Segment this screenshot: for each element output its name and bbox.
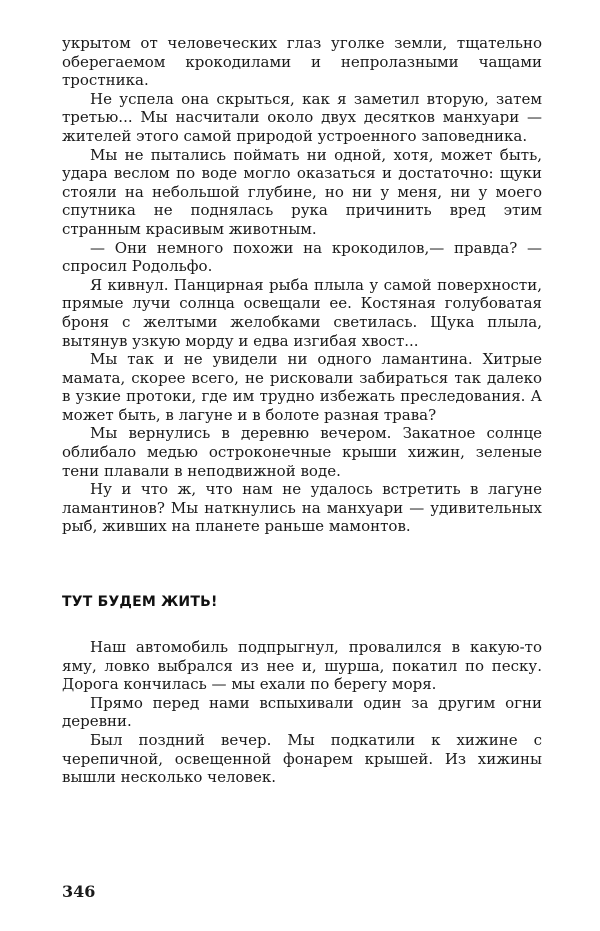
heading-spacer	[62, 612, 542, 638]
paragraph: Мы вернулись в деревню вечером. Закатное солнце облибало медью остроконечные крыши хижин, зеленые тени плавали в неподвижной воде.	[62, 424, 542, 480]
paragraph: Прямо перед нами вспыхивали один за другим огни деревни.	[62, 693, 542, 731]
paragraph: Я кивнул. Панцирная рыба плыла у самой поверхности, прямые лучи солнца освещали ее. Костяная голубоватая броня с желтыми желобками светилась. Щука плыла, вытянув узкую морду и едва изгибая хвост...	[62, 275, 542, 350]
paragraph: Наш автомобиль подпрыгнул, провалился в какую-то яму, ловко выбрался из нее и, шурша, покатил по песку. Дорога кончилась — мы ехали по берегу моря.	[62, 638, 542, 694]
paragraph: — Они немного похожи на крокодилов,— правда? — спросил Родольфо.	[62, 238, 542, 276]
paragraph: Был поздний вечер. Мы подкатили к хижине с черепичной, освещенной фонарем крышей. Из хижины вышли несколько человек.	[62, 731, 542, 787]
section-spacer	[62, 536, 542, 592]
paragraph: Мы так и не увидели ни одного ламантина. Хитрые мамата, скорее всего, не рисковали забираться так далеко в узкие протоки, где им трудно избежать преследования. А может быть, в лагуне и в болоте разная трава?	[62, 350, 542, 424]
paragraph: Ну и что ж, что нам не удалось встретить в лагуне ламантинов? Мы наткнулись на манхуари — удивительных рыб, живших на планете раньше мамонтов.	[62, 480, 542, 536]
paragraph: укрытом от человеческих глаз уголке земли, тщательно оберегаемом крокодилами и непролазными чащами тростника.	[62, 34, 542, 90]
page-text-column	[62, 34, 542, 787]
page-number: 346	[62, 882, 96, 901]
paragraph: Мы не пытались поймать ни одной, хотя, может быть, удара веслом по воде могло оказаться и достаточно: щуки стояли на небольшой глубине, но ни у меня, ни у моего спутника не поднялась рука причинить вред этим странным красивым животным.	[62, 145, 542, 238]
section-heading: ТУТ БУДЕМ ЖИТЬ!	[62, 594, 218, 611]
paragraph: Не успела она скрыться, как я заметил вторую, затем третью... Мы насчитали около двух десятков манхуари — жителей этого самой природой устроенного заповедника.	[62, 89, 542, 145]
